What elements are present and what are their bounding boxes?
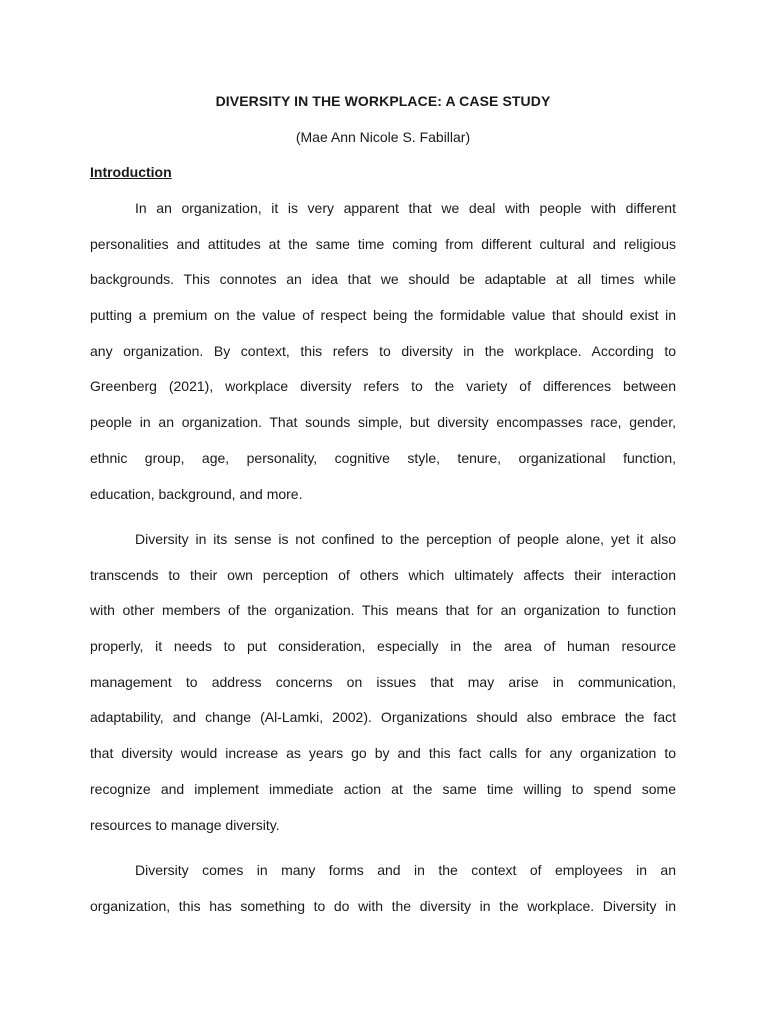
paragraph-line: putting a premium on the value of respect being the formidable value that should exist in	[90, 307, 676, 324]
paragraph-line: Diversity comes in many forms and in the context of employees in an	[135, 862, 676, 878]
paragraph-line: that diversity would increase as years go by and this fact calls for any organization to	[90, 745, 676, 762]
document-author: (Mae Ann Nicole S. Fabillar)	[295, 129, 471, 145]
paragraph-line: Diversity in its sense is not confined to the perception of people alone, yet it also	[135, 531, 676, 547]
paragraph-line: ethnic group, age, personality, cognitive style, tenure, organizational function,	[90, 449, 676, 466]
paragraph-line: any organization. By context, this refers to diversity in the workplace. According to	[90, 342, 676, 359]
paragraph-line: recognize and implement immediate action at the same time willing to spend some	[90, 780, 676, 797]
paragraph-2	[90, 522, 676, 843]
paragraph-line: In an organization, it is very apparent that we deal with people with different	[135, 200, 676, 216]
paragraph-1	[90, 191, 676, 512]
section-heading-introduction: Introduction	[90, 164, 172, 180]
paragraph-line: personalities and attitudes at the same time coming from different cultural and religious	[90, 235, 676, 252]
paragraph-line: Greenberg (2021), workplace diversity refers to the variety of differences between	[90, 378, 676, 395]
paragraph-line: properly, it needs to put consideration, especially in the area of human resource	[90, 638, 676, 655]
paragraph-line: resources to manage diversity.	[90, 816, 280, 833]
paragraph-line: transcends to their own perception of others which ultimately affects their interaction	[90, 566, 676, 583]
paragraph-line: backgrounds. This connotes an idea that we should be adaptable at all times while	[90, 271, 676, 288]
paragraph-line: management to address concerns on issues that may arise in communication,	[90, 673, 676, 690]
paragraph-line: with other members of the organization. This means that for an organization to function	[90, 602, 676, 619]
paragraph-line: people in an organization. That sounds simple, but diversity encompasses race, gender,	[90, 414, 676, 431]
paragraph-3	[90, 853, 676, 924]
document-title: DIVERSITY IN THE WORKPLACE: A CASE STUDY	[215, 93, 551, 109]
paragraph-line: organization, this has something to do with the diversity in the workplace. Diversity in	[90, 897, 676, 914]
paragraph-line: education, background, and more.	[90, 485, 303, 502]
paragraph-line: adaptability, and change (Al-Lamki, 2002). Organizations should also embrace the fact	[90, 709, 676, 726]
